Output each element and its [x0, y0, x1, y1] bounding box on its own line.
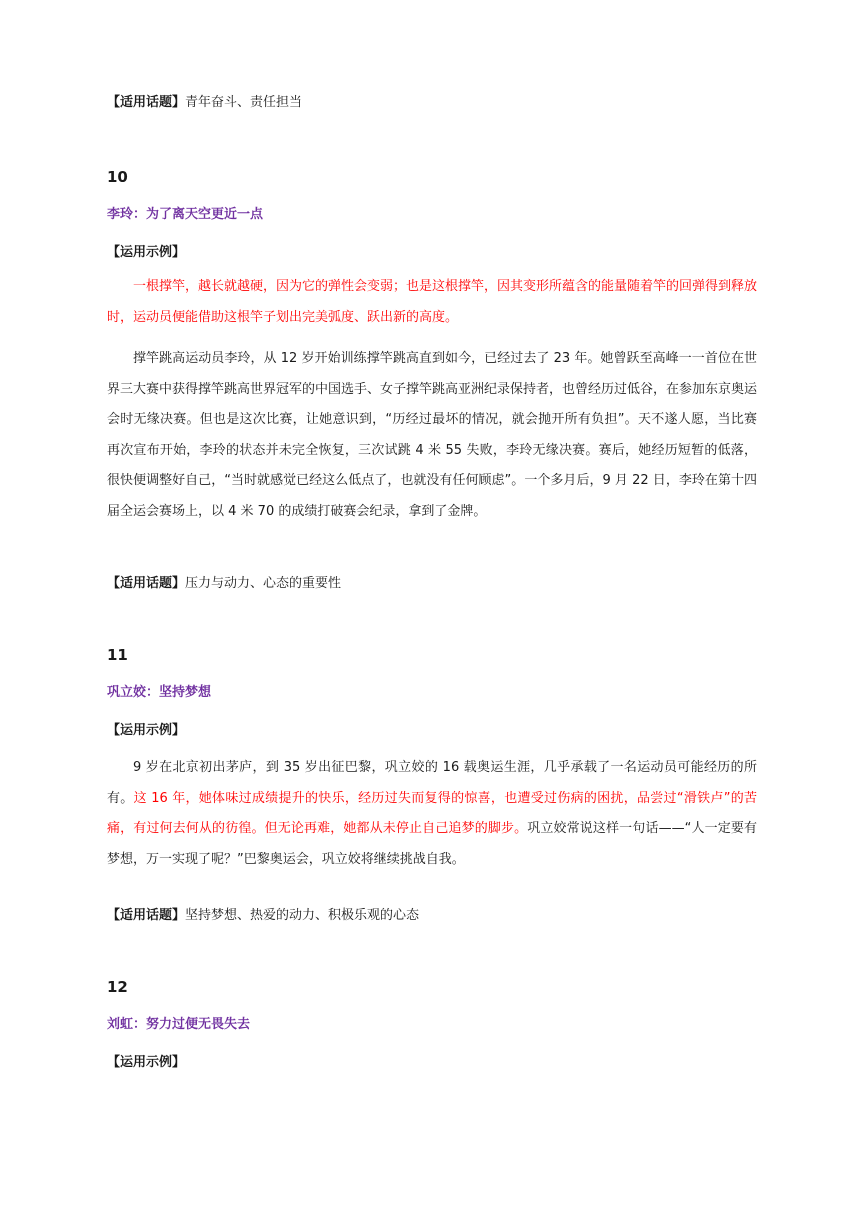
example-paragraph: 撑竿跳高运动员李玲，从 12 岁开始训练撑竿跳高直到如今，已经过去了 23 年。她曾跃至高峰一一首位在世界三大赛中获得撑竿跳高世界冠军的中国选手、女子撑竿跳高亚洲纪录保持者，也曾经历过低谷，在参加东京奥运会时无缘决赛。但也是这次比赛，让她意识到，“历经过最坏的情况，就会抛开所有负担”。天不遂人愿，当比赛再次宣布开始，李玲的状态并未完全恢复，三次试跳 4 米 55 失败，李玲无缘决赛。赛后，她经历短暂的低落，很快便调整好自己，“当时就感觉已经这么低点了，也就没有任何顾虑”。一个多月后，9 月 22 日，李玲在第十四届全运会赛场上，以 4 米 70 的成绩打破赛会纪录，拿到了金牌。 — [107, 351, 758, 519]
paragraph-highlight: 这 16 年，她体味过成绩提升的快乐，经历过失而复得的惊喜，也遭受过伤病的困扰，品尝过“滑铁卢”的苦痛，有过何去何从的彷徨。但无论再难，她都从未停止自己追梦的脚步。 — [107, 790, 757, 836]
section-title: 刘虹：努力过便无畏失去 — [107, 1017, 251, 1032]
section-number: 10 — [107, 168, 128, 186]
topic-line — [107, 575, 757, 593]
example-tag: 【运用示例】 — [107, 723, 186, 738]
topic-tag: 【适用话题】 — [107, 576, 186, 591]
topic-line — [107, 94, 757, 112]
topic-line — [107, 907, 757, 925]
topic-tag: 【适用话题】 — [107, 908, 186, 923]
section-title: 巩立姣：坚持梦想 — [107, 685, 212, 700]
example-paragraph-highlight: 一根撑竿，越长就越硬，因为它的弹性会变弱；也是这根撑竿，因其变形所蕴含的能量随着竿的回弹得到释放时，运动员便能借助这根竿子划出完美弧度、跃出新的高度。 — [107, 279, 758, 325]
topic-tag: 【适用话题】 — [107, 95, 186, 110]
example-paragraph — [107, 753, 757, 875]
section-number: 12 — [107, 978, 128, 996]
topic-text: 压力与动力、心态的重要性 — [185, 576, 342, 591]
example-tag: 【运用示例】 — [107, 245, 186, 260]
example-tag: 【运用示例】 — [107, 1055, 186, 1070]
section-number: 11 — [107, 646, 128, 664]
paragraph-text: 巩立姣常说这样一句话——“人一定要有梦想，万一实现了呢？”巴黎奥运会，巩立姣将继续挑战自我。 — [107, 821, 757, 867]
paragraph-text: 9 岁在北京初出茅庐，到 35 岁出征巴黎，巩立姣的 16 载奥运生涯，几乎承载了一名运动员可能经历的所有。 — [107, 760, 757, 806]
topic-text: 坚持梦想、热爱的动力、积极乐观的心态 — [185, 908, 420, 923]
section-title: 李玲：为了离天空更近一点 — [107, 207, 264, 222]
topic-text: 青年奋斗、责任担当 — [185, 95, 303, 110]
